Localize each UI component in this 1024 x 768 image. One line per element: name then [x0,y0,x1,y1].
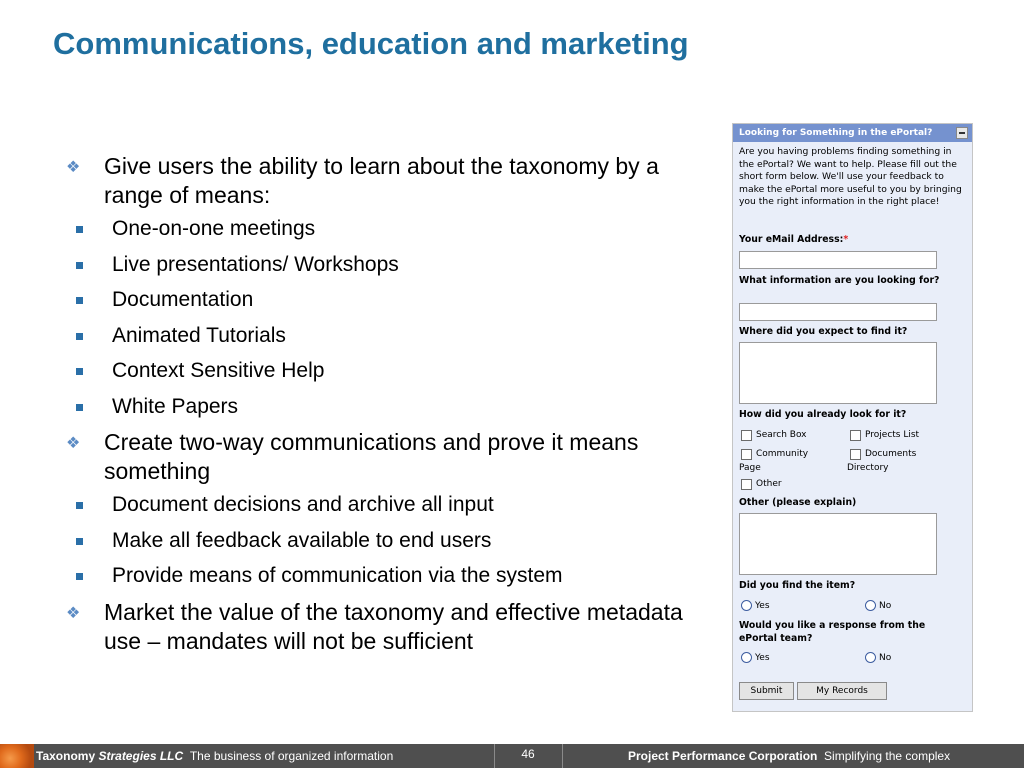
checkbox-box[interactable] [741,430,752,441]
sub-bullet-item [62,251,702,279]
sub-bullet-text: Context Sensitive Help [112,359,325,382]
documents-checkbox[interactable] [850,449,916,460]
radio-circle[interactable] [741,652,752,663]
square-bullet-icon [76,368,83,375]
radio-circle[interactable] [741,600,752,611]
sub-bullet-item [62,286,702,314]
sub-bullet-text: Documentation [112,288,254,311]
square-bullet-icon [76,333,83,340]
email-field[interactable] [739,251,937,269]
checkbox-box[interactable] [741,449,752,460]
square-bullet-icon [76,262,83,269]
checkbox-label: Search Box [756,430,807,440]
bullet-text: Market the value of the taxonomy and effective metadata use – mandates will not be sufficient [104,598,683,654]
page-number: 46 [521,747,535,761]
feedback-form [732,123,973,712]
bullet-item [62,152,702,210]
sub-bullet-item [62,215,702,243]
radio-label: No [879,652,892,663]
found-no-radio[interactable] [865,600,891,611]
response-no-radio[interactable] [865,652,891,663]
documents-sub-label: Directory [847,463,889,473]
required-mark: * [843,234,849,245]
sub-bullet-text: Animated Tutorials [112,323,286,347]
slide-title: Communications, education and marketing [53,26,689,61]
footer-company-name: Taxonomy [36,749,96,763]
sub-bullet-text: One-on-one meetings [112,217,316,240]
sub-bullet-item [62,357,702,385]
sub-bullet-item [62,491,702,519]
footer-company-suffix: Strategies LLC [98,749,184,763]
footer-right [628,744,950,768]
email-label-text: Your eMail Address: [739,234,844,245]
form-header [733,124,972,142]
bullet-list [62,152,702,660]
company-logo-icon [0,744,34,768]
radio-label: No [879,600,892,611]
sub-bullet-text: Document decisions and archive all input [112,493,494,516]
submit-button[interactable]: Submit [739,682,794,700]
footer-tagline-left: The business of organized information [189,749,394,763]
diamond-bullet-icon: ❖ [66,604,81,622]
radio-label: Yes [755,652,770,663]
sub-bullet-text: Make all feedback available to end users [112,528,492,552]
checkbox-box[interactable] [741,479,752,490]
other-checkbox[interactable] [741,479,782,490]
bullet-text: Give users the ability to learn about the taxonomy by a range of means: [104,153,659,208]
checkbox-box[interactable] [850,449,861,460]
square-bullet-icon [76,297,83,304]
response-yes-radio[interactable] [741,652,770,663]
projects-list-checkbox[interactable] [850,430,919,441]
form-header-title: Looking for Something in the ePortal? [739,128,933,138]
sub-bullet-list [62,491,702,590]
sub-bullet-list [62,215,702,421]
my-records-button[interactable]: My Records [797,682,887,700]
found-yes-radio[interactable] [741,600,770,611]
form-intro: Are you having problems finding something in the ePortal? We want to help. Please fill out the short form below. We'll use your feedback to make the ePortal more useful to you by bringing you the right information in the right place! [739,146,962,207]
checkbox-label: Other [756,479,782,489]
square-bullet-icon [76,226,83,233]
found-label: Did you find the item? [739,580,856,591]
what-field[interactable] [739,303,937,321]
sub-bullet-text: Live presentations/ Workshops [112,252,399,276]
checkbox-label: Community [756,449,809,459]
radio-circle[interactable] [865,652,876,663]
other-explain-textarea[interactable] [739,513,937,575]
sub-bullet-item [62,322,702,350]
collapse-icon[interactable] [956,127,968,139]
footer-divider [562,744,563,768]
checkbox-label: Projects List [865,430,920,440]
sub-bullet-text: Provide means of communication via the system [112,564,563,587]
diamond-bullet-icon: ❖ [66,435,81,452]
footer-left [36,744,393,768]
footer-tagline-right: Simplifying the complex [824,749,951,763]
email-label [739,234,966,247]
how-label: How did you already look for it? [739,409,907,420]
response-label: Would you like a response from the ePortal team? [739,620,926,644]
square-bullet-icon [76,538,83,545]
checkbox-box[interactable] [850,430,861,441]
where-textarea[interactable] [739,342,937,404]
sub-bullet-text: White Papers [112,394,239,418]
radio-circle[interactable] [865,600,876,611]
sub-bullet-item [62,393,702,421]
footer-divider [494,744,495,768]
footer-company-right: Project Performance Corporation [628,749,818,763]
community-checkbox[interactable] [741,449,808,460]
checkbox-label: Documents [865,449,917,459]
where-label: Where did you expect to find it? [739,326,908,337]
bullet-text: Create two-way communications and prove it means something [104,429,639,484]
sub-bullet-item [62,527,702,555]
diamond-bullet-icon: ❖ [66,159,81,176]
sub-bullet-item [62,562,702,590]
square-bullet-icon [76,573,83,580]
bullet-item [62,598,702,656]
community-sub-label: Page [739,463,761,473]
what-label: What information are you looking for? [739,275,940,286]
square-bullet-icon [76,404,83,411]
slide-footer [0,744,1024,768]
search-box-checkbox[interactable] [741,430,807,441]
other-explain-label: Other (please explain) [739,497,857,508]
radio-label: Yes [755,600,770,611]
bullet-item [62,428,702,486]
square-bullet-icon [76,502,83,509]
